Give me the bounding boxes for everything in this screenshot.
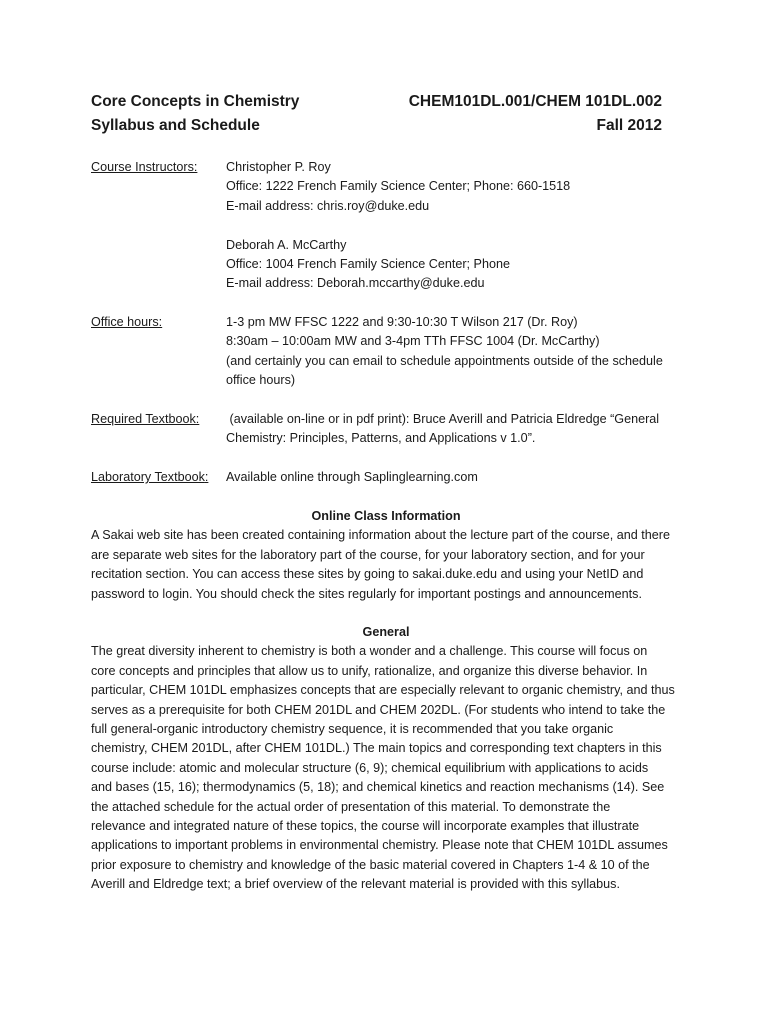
header-row-1: [91, 90, 662, 114]
instructors-field: [91, 158, 681, 294]
term: Fall 2012: [596, 117, 662, 134]
required-textbook-field: [91, 410, 681, 449]
online-info-section: [91, 507, 681, 604]
online-info-title: Online Class Information: [311, 509, 461, 523]
document-subtitle: Syllabus and Schedule: [91, 117, 260, 134]
required-textbook-line: (available on-line or in pdf print): Bruce Averill and Patricia Eldredge “General: [226, 412, 660, 426]
office-hours-line: 1-3 pm MW FFSC 1222 and 9:30-10:30 T Wilson 217 (Dr. Roy): [226, 315, 578, 329]
paragraph-line: particular, CHEM 101DL emphasizes concepts that are especially relevant to organic chemistry, and thus: [91, 683, 675, 698]
laboratory-textbook-value: Available online through Saplinglearning.com: [226, 470, 478, 484]
paragraph-line: serves as a prerequisite for both CHEM 201DL and CHEM 202DL. (For students who intend to take the: [91, 702, 666, 717]
paragraph-line: Averill and Eldredge text; a brief overview of the relevant material is provided with this syllabus.: [91, 877, 620, 892]
office-hours-line: office hours): [226, 373, 296, 388]
label-colon: :: [204, 470, 209, 484]
instructor-mccarthy-name: Deborah A. McCarthy: [226, 237, 347, 252]
instructor-mccarthy-email: E-mail address: Deborah.mccarthy@duke.edu: [226, 276, 485, 291]
paragraph-line: full general-organic introductory chemistry sequence, it is recommended that you take organic: [91, 722, 614, 737]
instructor-roy-office: Office: 1222 French Family Science Center; Phone: 660-1518: [226, 179, 571, 194]
office-hours-line: 8:30am – 10:00am MW and 3-4pm TTh FFSC 1004 (Dr. McCarthy): [226, 334, 600, 349]
paragraph-line: the attached schedule for the actual order of presentation of this material. To demonstrate the: [91, 799, 611, 814]
office-hours-field: [91, 313, 681, 391]
general-title: General: [362, 625, 410, 639]
paragraph-line: The great diversity inherent to chemistry is both a wonder and a challenge. This course will focus on: [91, 644, 648, 659]
course-code: CHEM101DL.001/CHEM 101DL.002: [408, 93, 662, 110]
paragraph-line: relevance and integrated nature of these topics, the course will incorporate examples that illustrate: [91, 819, 640, 834]
paragraph-line: and bases (15, 16); thermodynamics (5, 18); and chemical kinetics and reaction mechanisms (14). See: [91, 780, 665, 795]
paragraph-line: prior exposure to chemistry and knowledge of the basic material covered in Chapters 1-4 & 10 of the: [91, 857, 650, 872]
paragraph-line: password to login. You should check the sites regularly for important postings and announcements.: [91, 586, 642, 601]
instructor-roy-email: E-mail address: chris.roy@duke.edu: [226, 198, 430, 213]
spacer: [226, 216, 681, 235]
required-textbook-value: [226, 410, 681, 449]
general-section: [91, 623, 681, 895]
paragraph-line: A Sakai web site has been created containing information about the lecture part of the course, and there: [91, 528, 670, 543]
laboratory-textbook-field: [91, 468, 681, 487]
paragraph-line: chemistry, CHEM 201DL, after CHEM 101DL.) The main topics and corresponding text chapters in this: [91, 741, 662, 756]
paragraph-line: course include: atomic and molecular structure (6, 9); chemical equilibrium with applications to acids: [91, 760, 649, 775]
required-textbook-label: Required Textbook:: [91, 412, 200, 426]
course-title: Core Concepts in Chemistry: [91, 93, 300, 110]
laboratory-textbook-label: [91, 468, 226, 487]
instructors-label: Course Instructors:: [91, 160, 198, 174]
instructors-value: [226, 158, 681, 294]
required-textbook-line: Chemistry: Principles, Patterns, and Applications v 1.0”.: [226, 431, 536, 446]
laboratory-textbook-label-text: Laboratory Textbook: [91, 470, 205, 484]
office-hours-line: (and certainly you can email to schedule appointments outside of the schedule: [226, 353, 663, 368]
document-header: [91, 90, 662, 138]
paragraph-line: applications to important problems in environmental chemistry. Please note that CHEM 101DL assumes: [91, 838, 668, 853]
paragraph-line: recitation section. You can access these sites by going to sakai.duke.edu and using your NetID and: [91, 567, 644, 582]
office-hours-label: Office hours:: [91, 315, 163, 329]
office-hours-value: [226, 313, 681, 391]
instructor-roy-name: Christopher P. Roy: [226, 160, 331, 174]
paragraph-line: are separate web sites for the laboratory part of the course, for your laboratory section, and for your: [91, 547, 645, 562]
paragraph-line: core concepts and principles that allow us to unify, rationalize, and organize this diverse behavior. In: [91, 663, 648, 678]
instructor-mccarthy-office: Office: 1004 French Family Science Center; Phone: [226, 257, 510, 272]
header-row-2: [91, 114, 662, 138]
